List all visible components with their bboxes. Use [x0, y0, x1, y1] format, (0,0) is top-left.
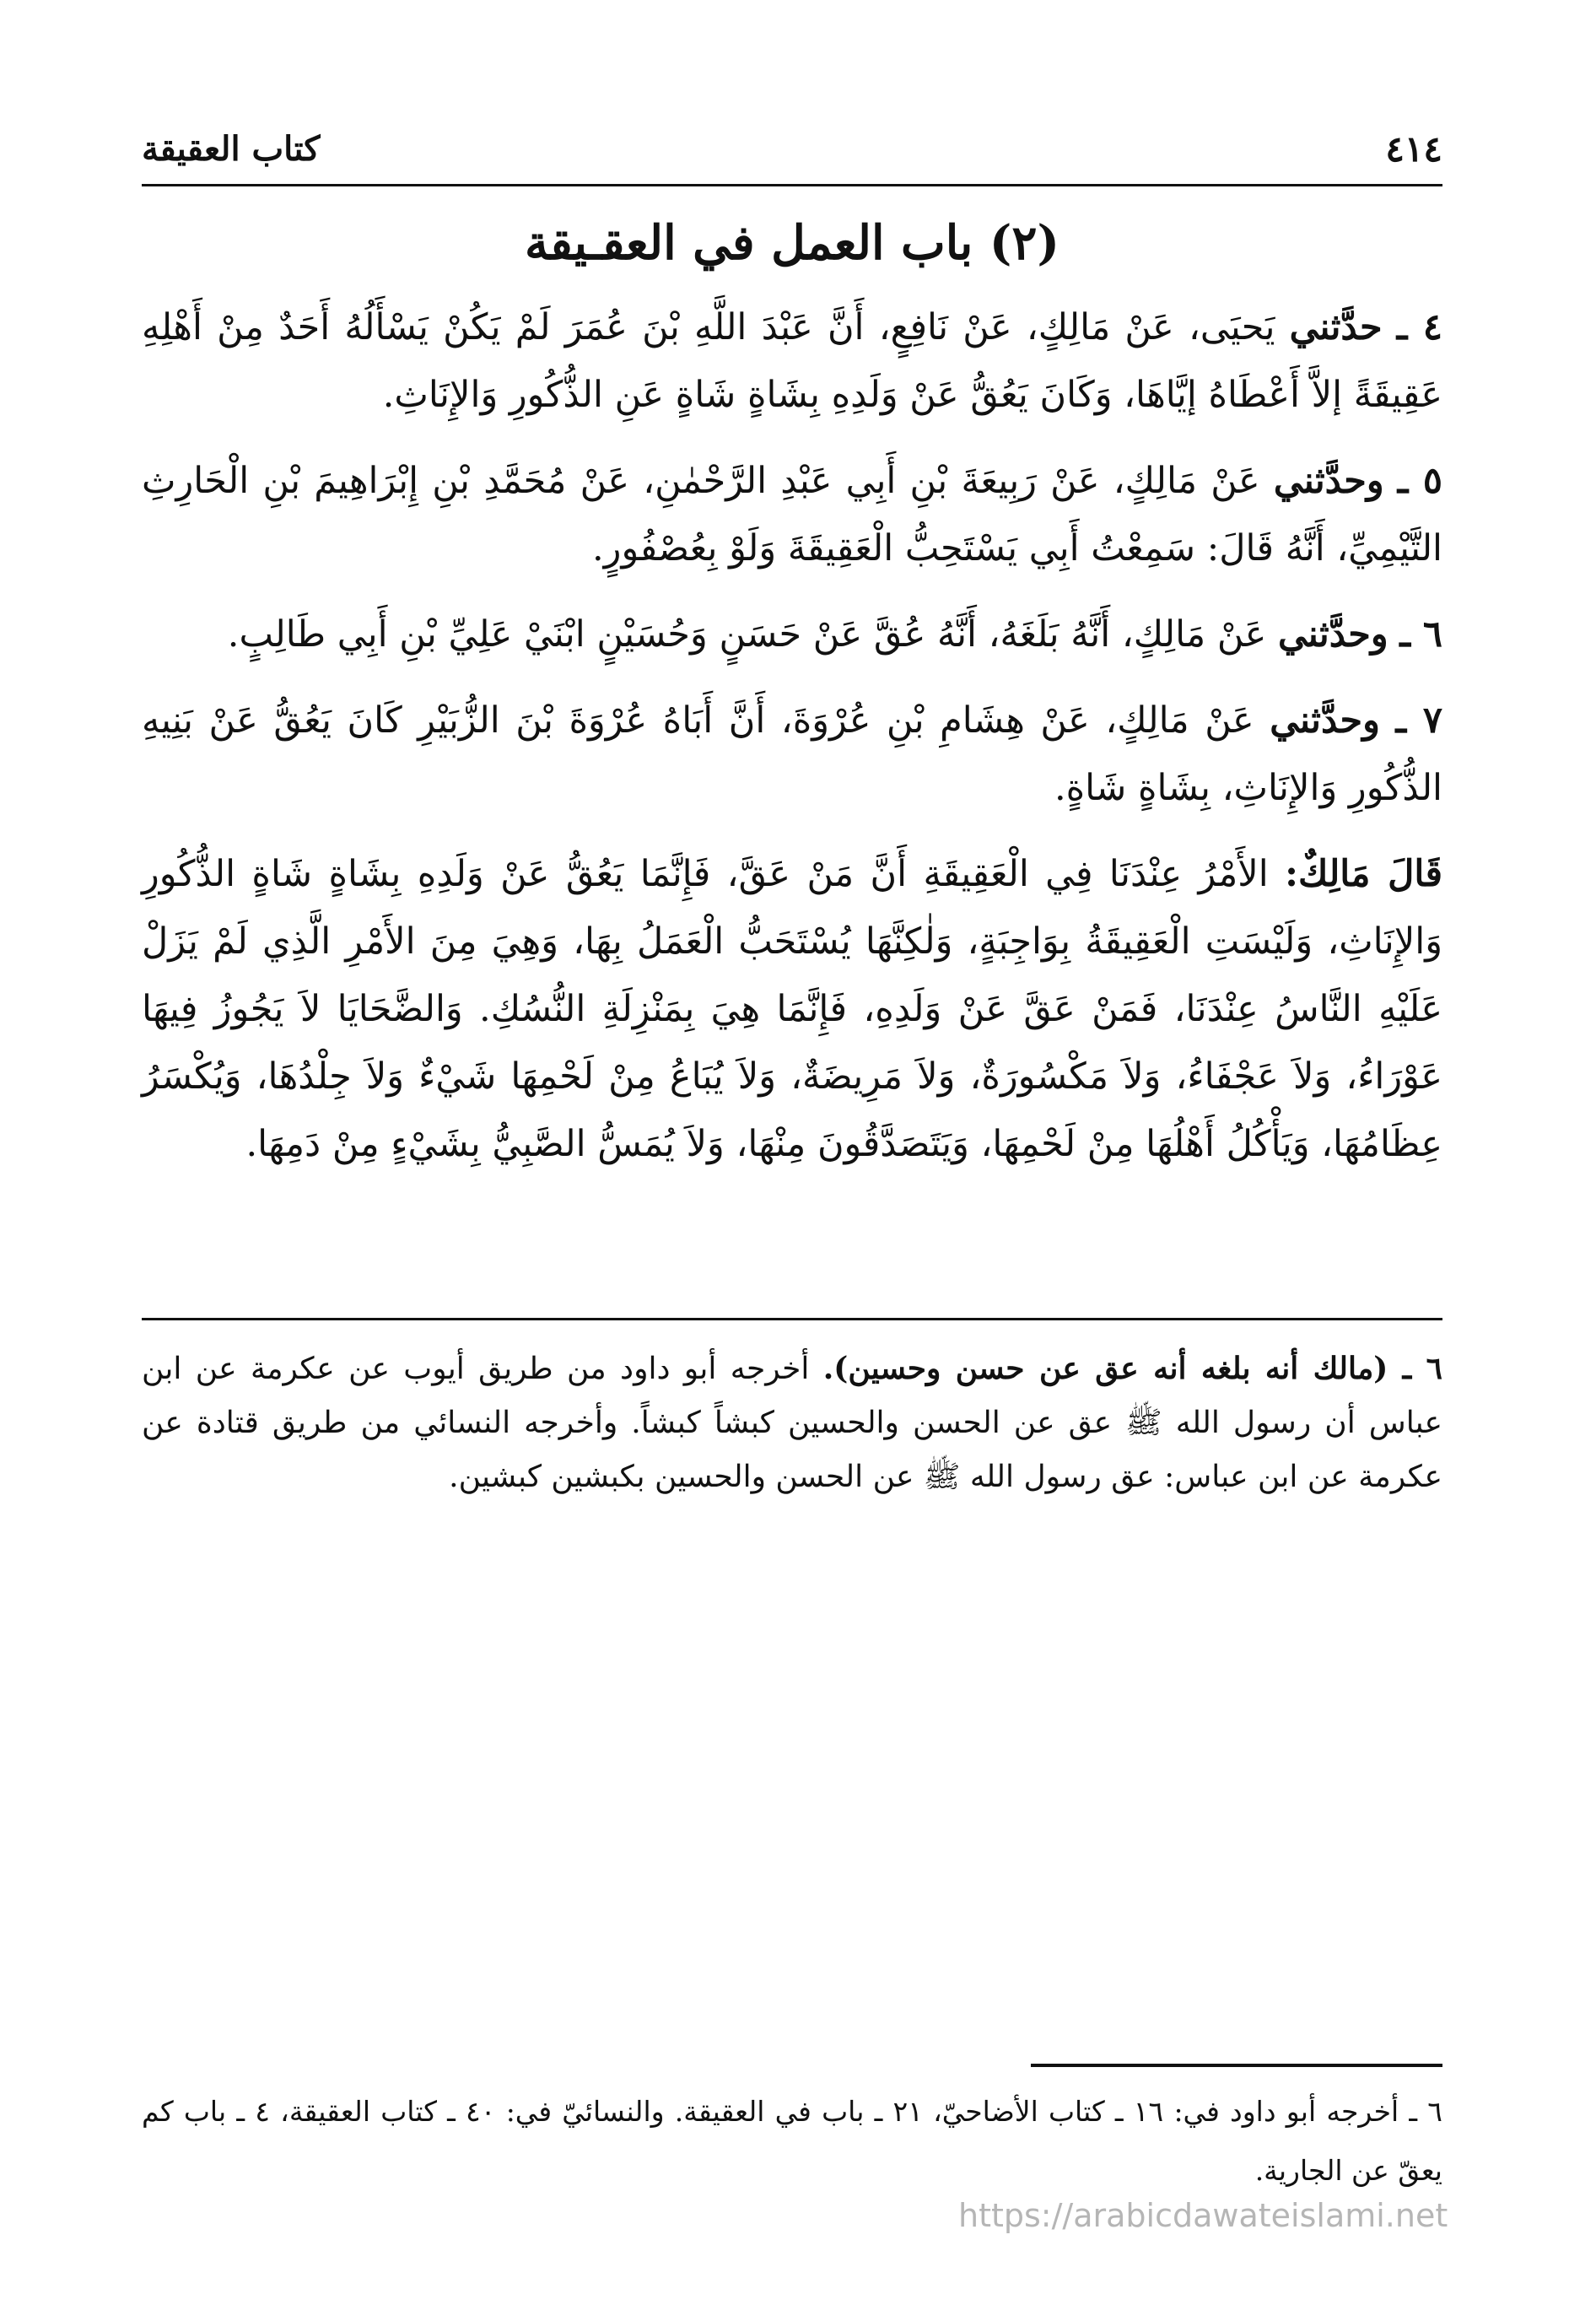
note-lead: ٦ ـ (مالك أنه بلغه أنه عق عن حسن وحسين).	[822, 1351, 1442, 1386]
footnote-text: ٦ ـ أخرجه أبو داود في: ١٦ ـ كتاب الأضاحيّ، ٢١ ـ باب في العقيقة. والنسائيّ في: ٤٠ ـ كتاب العقيقة، ٤ ـ باب كم يعقّ عن الجارية.	[142, 2095, 1442, 2187]
commentary-text: الأَمْرُ عِنْدَنَا فِي الْعَقِيقَةِ أَنَّ مَنْ عَقَّ، فَإِنَّمَا يَعُقُّ عَنْ وَلَدِهِ بِشَاةٍ شَاةٍ الذُّكُورِ وَالإِنَاثِ، وَلَيْسَتِ الْعَقِيقَةُ بِوَاجِبَةٍ، وَلٰكِنَّهَا يُسْتَحَبُّ الْعَمَلُ بِهَا، وَهِيَ مِنَ الأَمْرِ الَّذِي لَمْ يَزَلْ عَلَيْهِ النَّاسُ عِنْدَنَا، فَمَنْ عَقَّ عَنْ وَلَدِهِ، فَإِنَّمَا هِيَ بِمَنْزِلَةِ النُّسُكِ. وَالضَّحَايَا لاَ يَجُوزُ فِيهَا عَوْرَاءُ، وَلاَ عَجْفَاءُ، وَلاَ مَكْسُورَةٌ، وَلاَ مَرِيضَةٌ، وَلاَ يُبَاعُ مِنْ لَحْمِهَا شَيْءٌ وَلاَ جِلْدُهَا، وَيُكْسَرُ عِظَامُهَا، وَيَأْكُلُ أَهْلُهَا مِنْ لَحْمِهَا، وَيَتَصَدَّقُونَ مِنْهَا، وَلاَ يُمَسُّ الصَّبِيُّ بِشَيْءٍ مِنْ دَمِهَا.	[142, 853, 1442, 1165]
watermark-url: https://arabicdawateislami.net	[958, 2197, 1448, 2234]
hadith-7	[142, 687, 1442, 822]
malik-commentary	[142, 840, 1442, 1178]
footnotes	[142, 2082, 1442, 2200]
page-number: ٤١٤	[1385, 127, 1442, 170]
hadith-6	[142, 601, 1442, 668]
hadith-lead: حدَّثني	[1289, 306, 1383, 348]
hadith-text: عَنْ مَالِكٍ، عَنْ رَبِيعَةَ بْنِ أَبِي عَبْدِ الرَّحْمٰنِ، عَنْ مُحَمَّدِ بْنِ إِبْرَاهِيمَ بْنِ الْحَارِثِ التَّيْمِيِّ، أَنَّهُ قَالَ: سَمِعْتُ أَبِي يَسْتَحِبُّ الْعَقِيقَةَ وَلَوْ بِعُصْفُورٍ.	[142, 460, 1442, 569]
page-header	[142, 125, 1442, 172]
book-title: كتاب العقيقة	[142, 128, 321, 169]
hadith-number: ٥ ـ	[1397, 460, 1443, 502]
hadith-lead: وحدَّثني	[1277, 613, 1388, 656]
hadith-text: يَحيَى، عَنْ مَالِكٍ، عَنْ نَافِعٍ، أَنَّ عَبْدَ اللَّهِ بْنَ عُمَرَ لَمْ يَكُنْ يَسْأَلُهُ أَحَدٌ مِنْ أَهْلِهِ عَقِيقَةً إلاَّ أَعْطَاهُ إيَّاهَا، وَكَانَ يَعُقُّ عَنْ وَلَدِهِ بِشَاةٍ شَاةٍ عَنِ الذُّكُورِ وَالإِنَاثِ.	[142, 306, 1442, 416]
commentary-note	[142, 1341, 1442, 1504]
commentary-lead: قَالَ مَالِكٌ:	[1285, 853, 1442, 895]
hadith-5	[142, 447, 1442, 582]
hadith-lead: وحدَّثني	[1273, 460, 1384, 502]
footnote-divider	[1031, 2064, 1442, 2067]
hadith-text: عَنْ مَالِكٍ، عَنْ هِشَامِ بْنِ عُرْوَةَ، أَنَّ أَبَاهُ عُرْوَةَ بْنَ الزُّبَيْرِ كَانَ يَعُقُّ عَنْ بَنِيهِ الذُّكُورِ وَالإِنَاثِ، بِشَاةٍ شَاةٍ.	[142, 699, 1442, 809]
main-text	[142, 294, 1442, 1196]
hadith-text: عَنْ مَالِكٍ، أَنَّهُ بَلَغَهُ، أَنَّهُ عُقَّ عَنْ حَسَنٍ وَحُسَيْنٍ ابْنَيْ عَلِيِّ بْنِ أَبِي طَالِبٍ.	[227, 613, 1267, 656]
hadith-lead: وحدَّثني	[1270, 699, 1380, 742]
hadith-4	[142, 294, 1442, 429]
commentary-divider	[142, 1318, 1442, 1320]
hadith-number: ٤ ـ	[1396, 306, 1442, 348]
hadith-number: ٦ ـ	[1399, 613, 1442, 656]
chapter-title: (٢) باب العمل في العقـيقة	[525, 215, 1060, 271]
header-divider	[142, 184, 1442, 186]
hadith-number: ٧ ـ	[1395, 699, 1442, 742]
note-text: أخرجه أبو داود من طريق أيوب عن عكرمة عن ابن عباس أن رسول الله ﷺ عق عن الحسن والحسين كبشاً كبشاً. وأخرجه النسائي من طريق قتادة عن عكرمة عن ابن عباس: عق رسول الله ﷺ عن الحسن والحسين بكبشين كبشين.	[142, 1352, 1442, 1494]
